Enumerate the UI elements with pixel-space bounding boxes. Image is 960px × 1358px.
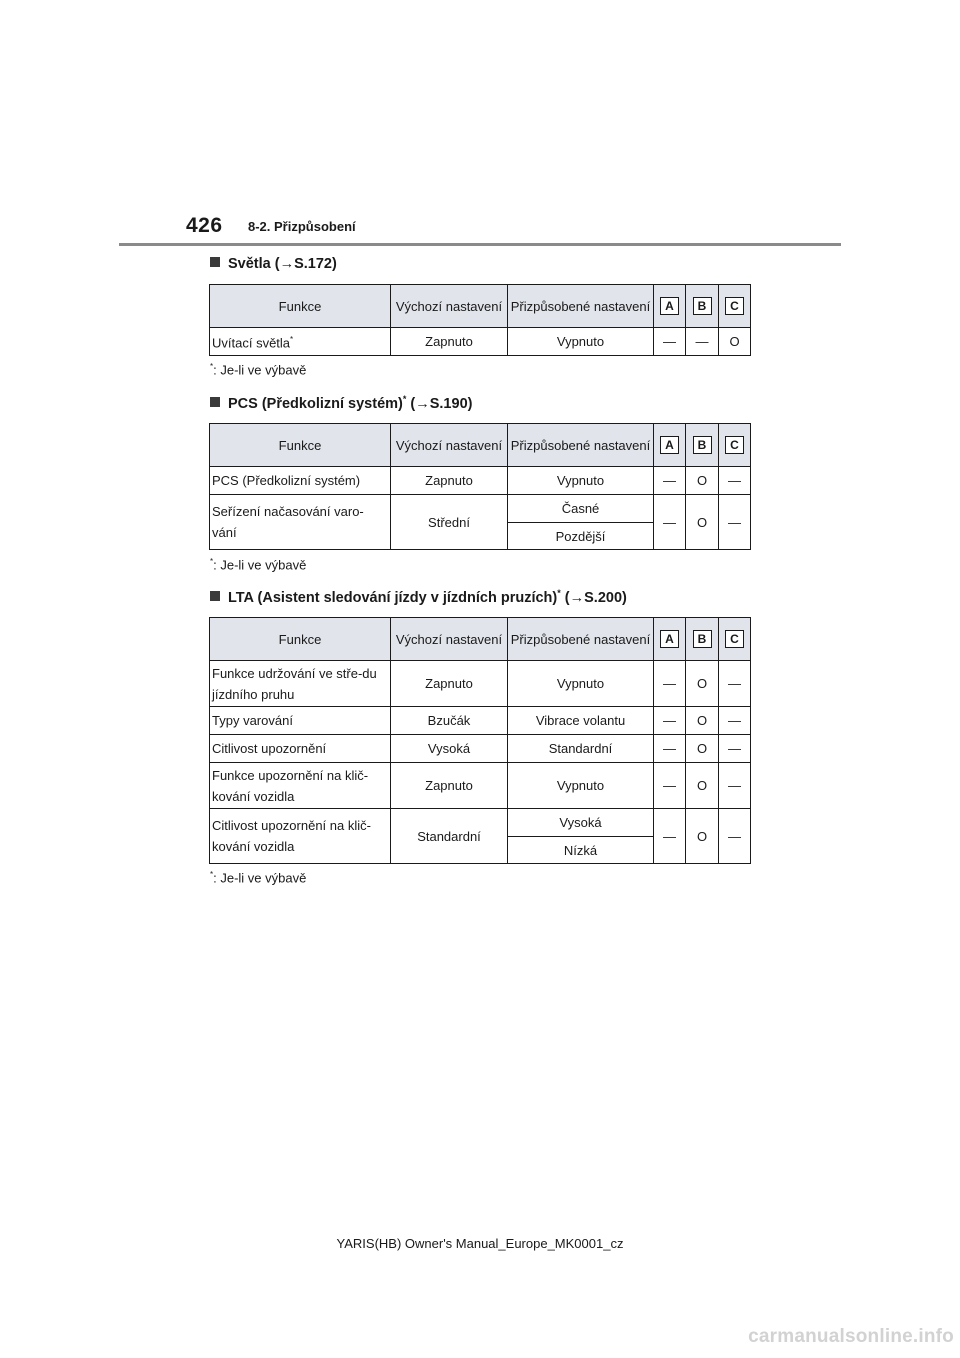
table-row (210, 735, 751, 763)
b-cell: — (686, 328, 719, 356)
section-title: 8-2. Přizpůsobení (248, 219, 356, 234)
lights-table (209, 284, 751, 356)
col-a: A (654, 424, 686, 467)
c-cell: — (719, 661, 751, 707)
custom-cell: Vibrace volantu (508, 707, 654, 735)
col-custom: Přizpůsobené nastavení (508, 618, 654, 661)
b-cell: O (686, 707, 719, 735)
table-header-row (210, 424, 751, 467)
custom-cell: Vysoká (508, 809, 654, 837)
table-header-row (210, 285, 751, 328)
col-default: Výchozí nastavení (391, 618, 508, 661)
footnote: *: Je-li ve výbavě (210, 362, 307, 378)
custom-cell: Vypnuto (508, 661, 654, 707)
square-bullet-icon (210, 591, 220, 601)
col-c: C (719, 285, 751, 328)
lta-table (209, 617, 751, 864)
table-row (210, 809, 751, 837)
arrow-icon: → (279, 256, 295, 272)
footnote: *: Je-li ve výbavě (210, 870, 307, 886)
c-cell: O (719, 328, 751, 356)
footnote: *: Je-li ve výbavě (210, 557, 307, 573)
header-divider (119, 243, 841, 246)
function-cell: PCS (Předkolizní systém) (210, 467, 391, 495)
a-cell: — (654, 495, 686, 550)
a-cell: — (654, 735, 686, 763)
default-cell: Vysoká (391, 735, 508, 763)
square-bullet-icon (210, 397, 220, 407)
heading-pcs: PCS (Předkolizní systém)* (→S.190) (210, 394, 472, 412)
col-b: B (686, 618, 719, 661)
function-cell: Uvítací světla* (210, 328, 391, 356)
a-cell: — (654, 809, 686, 864)
a-cell: — (654, 328, 686, 356)
c-cell: — (719, 735, 751, 763)
table-row (210, 495, 751, 523)
arrow-icon: → (415, 395, 430, 412)
table-row (210, 661, 751, 707)
table-row (210, 328, 751, 356)
c-cell: — (719, 707, 751, 735)
b-cell: O (686, 495, 719, 550)
custom-cell: Časné (508, 495, 654, 523)
a-cell: — (654, 467, 686, 495)
b-cell: O (686, 661, 719, 707)
default-cell: Bzučák (391, 707, 508, 735)
b-cell: O (686, 735, 719, 763)
table-row (210, 707, 751, 735)
b-cell: O (686, 467, 719, 495)
custom-cell: Vypnuto (508, 328, 654, 356)
manual-footer: YARIS(HB) Owner's Manual_Europe_MK0001_cz (336, 1236, 624, 1251)
col-function: Funkce (210, 285, 391, 328)
col-default: Výchozí nastavení (391, 424, 508, 467)
col-c: C (719, 618, 751, 661)
a-cell: — (654, 707, 686, 735)
custom-cell: Vypnuto (508, 763, 654, 809)
custom-cell: Pozdější (508, 523, 654, 550)
col-default: Výchozí nastavení (391, 285, 508, 328)
b-cell: O (686, 809, 719, 864)
function-cell: Funkce udržování ve stře-du jízdního pruhu (210, 661, 391, 707)
col-b: B (686, 424, 719, 467)
col-function: Funkce (210, 618, 391, 661)
arrow-icon: → (569, 589, 585, 606)
col-a: A (654, 285, 686, 328)
default-cell: Standardní (391, 809, 508, 864)
function-cell: Citlivost upozornění na klič-kování vozidla (210, 809, 391, 864)
page-number: 426 (186, 214, 223, 237)
custom-cell: Vypnuto (508, 467, 654, 495)
a-cell: — (654, 763, 686, 809)
col-c: C (719, 424, 751, 467)
c-cell: — (719, 763, 751, 809)
default-cell: Zapnuto (391, 467, 508, 495)
col-a: A (654, 618, 686, 661)
c-cell: — (719, 809, 751, 864)
function-cell: Typy varování (210, 707, 391, 735)
custom-cell: Nízká (508, 837, 654, 864)
table-row (210, 467, 751, 495)
table-row (210, 763, 751, 809)
c-cell: — (719, 495, 751, 550)
col-function: Funkce (210, 424, 391, 467)
function-cell: Seřízení načasování varo-vání (210, 495, 391, 550)
default-cell: Zapnuto (391, 328, 508, 356)
function-cell: Funkce upozornění na klič-kování vozidla (210, 763, 391, 809)
default-cell: Zapnuto (391, 763, 508, 809)
col-custom: Přizpůsobené nastavení (508, 424, 654, 467)
square-bullet-icon (210, 257, 220, 267)
watermark-logo: carmanualsonline.info (748, 1326, 954, 1347)
default-cell: Střední (391, 495, 508, 550)
table-header-row (210, 618, 751, 661)
col-b: B (686, 285, 719, 328)
b-cell: O (686, 763, 719, 809)
col-custom: Přizpůsobené nastavení (508, 285, 654, 328)
pcs-table (209, 423, 751, 550)
custom-cell: Standardní (508, 735, 654, 763)
heading-lta: LTA (Asistent sledování jízdy v jízdních pruzích)* (→S.200) (210, 588, 627, 606)
c-cell: — (719, 467, 751, 495)
function-cell: Citlivost upozornění (210, 735, 391, 763)
default-cell: Zapnuto (391, 661, 508, 707)
a-cell: — (654, 661, 686, 707)
heading-lights: Světla (→S.172) (210, 256, 337, 272)
